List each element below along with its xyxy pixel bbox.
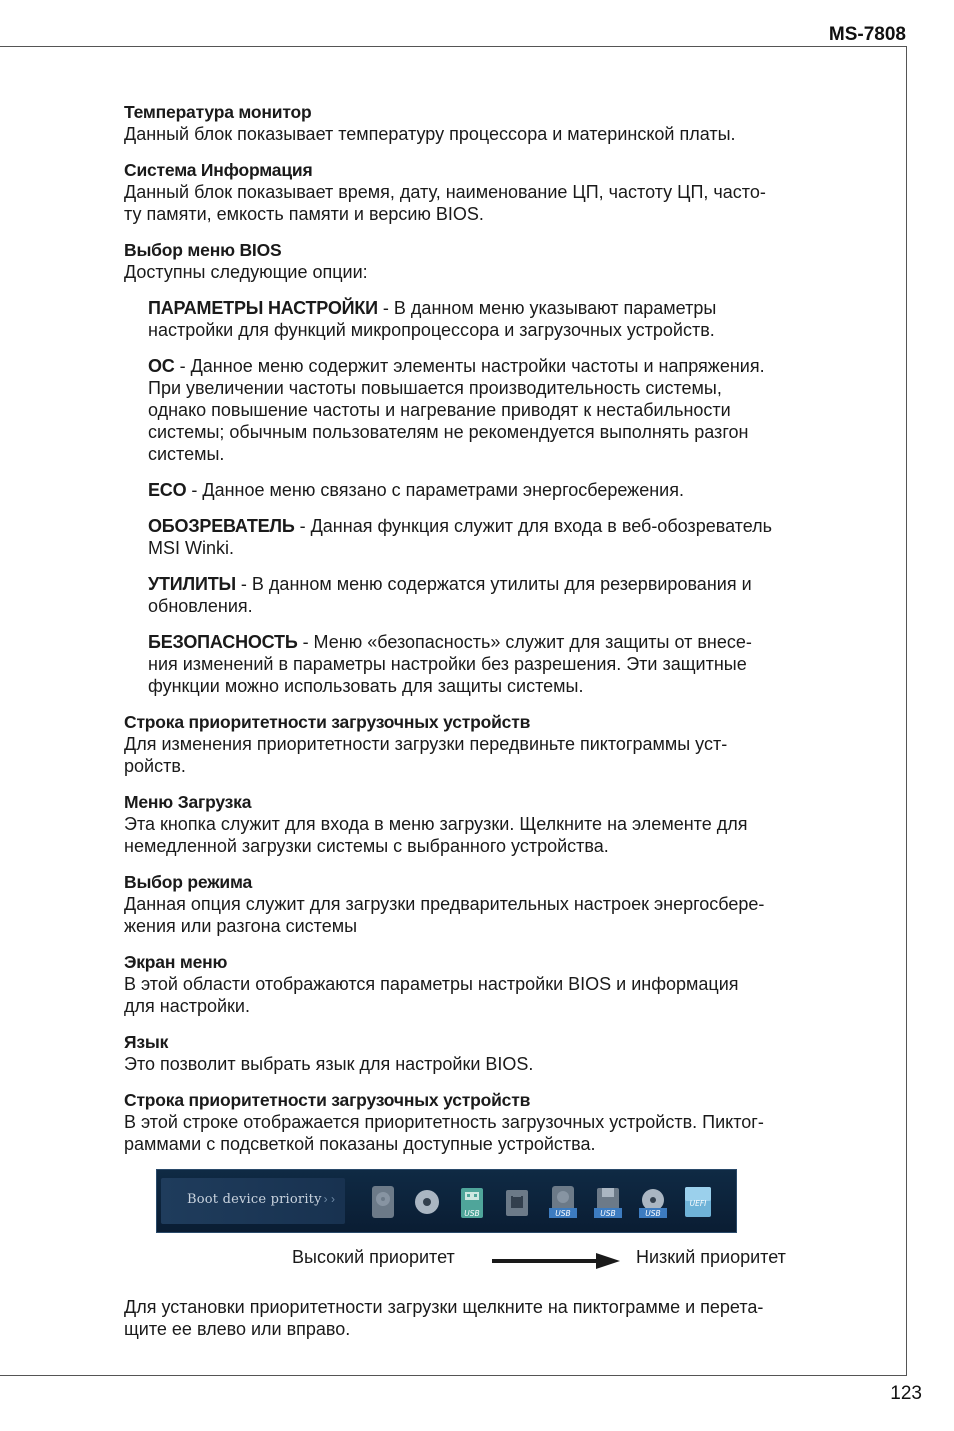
text-line: Данный блок показывает время, дату, наименование ЦП, частоту ЦП, часто-: [124, 182, 766, 202]
page-content: [124, 101, 864, 1169]
text-line: однако повышение частоты и нагревание приводят к нестабильности: [148, 400, 731, 420]
text-line: ту памяти, емкость памяти и версию BIOS.: [124, 204, 484, 224]
section: [124, 791, 864, 857]
section-heading: Экран меню: [124, 952, 228, 972]
text-line: системы; обычным пользователям не рекомендуется выполнять разгон: [148, 422, 749, 442]
model-label: MS-7808: [828, 24, 906, 45]
menu-option-description: [124, 631, 864, 697]
bottom-rule: [0, 1375, 907, 1376]
text-line: [148, 631, 864, 653]
section-heading: Строка приоритетности загрузочных устройств: [124, 712, 531, 732]
menu-option-description: [124, 297, 864, 341]
section: [124, 1089, 864, 1155]
boot-device-priority-bar[interactable]: [156, 1169, 737, 1233]
text-line: В этой области отображаются параметры настройки BIOS и информация: [124, 974, 739, 994]
device-badge-text: UEFI: [689, 1199, 707, 1208]
text-line: обновления.: [148, 596, 253, 616]
low-priority-label: Низкий приоритет: [636, 1247, 786, 1267]
menu-option-text: - Данная функция служит для входа в веб-обозреватель: [294, 516, 773, 536]
boot-priority-label: Boot device priority: [187, 1192, 322, 1207]
hdd-icon[interactable]: [369, 1184, 397, 1220]
text-line: немедленной загрузки системы с выбранного устройства.: [124, 836, 609, 856]
text-line: функции можно использовать для защиты системы.: [148, 676, 584, 696]
text-line: для настройки.: [124, 996, 250, 1016]
text-line: раммами с подсветкой показаны доступные устройства.: [124, 1134, 596, 1154]
text-line: щите ее влево или вправо.: [124, 1319, 351, 1339]
menu-option-name: ПАРАМЕТРЫ НАСТРОЙКИ: [148, 298, 378, 318]
text-line: Это позволит выбрать язык для настройки BIOS.: [124, 1054, 534, 1074]
section-heading: Выбор меню BIOS: [124, 240, 282, 260]
usb-optical-icon[interactable]: [639, 1184, 667, 1220]
text-line: ройств.: [124, 756, 186, 776]
menu-option-text: - В данном меню указывают параметры: [377, 298, 717, 318]
text-line: жения или разгона системы: [124, 916, 358, 936]
usb-floppy-icon[interactable]: [594, 1184, 622, 1220]
device-badge-text: USB: [600, 1209, 616, 1218]
menu-option-description: [124, 355, 864, 465]
right-rule: [906, 46, 907, 1376]
menu-option-description: [124, 573, 864, 617]
uefi-icon[interactable]: [684, 1184, 712, 1220]
menu-option-name: БЕЗОПАСНОСТЬ: [148, 632, 298, 652]
top-rule: [0, 46, 907, 47]
text-line: [148, 355, 864, 377]
text-line: [148, 297, 864, 319]
text-line: Данный блок показывает температуру процессора и материнской платы.: [124, 124, 736, 144]
text-line: настройки для функций микропроцессора и загрузочных устройств.: [148, 320, 715, 340]
section: [124, 711, 864, 777]
text-line: Эта кнопка служит для входа в меню загрузки. Щелкните на элементе для: [124, 814, 748, 834]
section: [124, 159, 864, 225]
boot-priority-label-panel: [161, 1178, 345, 1224]
section: [124, 951, 864, 1017]
priority-arrow-icon: [492, 1251, 620, 1271]
section-heading: Температура монитор: [124, 102, 312, 122]
text-line: системы.: [148, 444, 225, 464]
menu-option-text: - В данном меню содержатся утилиты для резервирования и: [235, 574, 752, 594]
menu-option-description: [124, 515, 864, 559]
closing-paragraph: [124, 1296, 864, 1340]
chevrons-icon: › ›: [323, 1192, 335, 1206]
text-line: Для установки приоритетности загрузки щелкните на пиктограмме и перета-: [124, 1297, 764, 1317]
high-priority-label: Высокий приоритет: [292, 1247, 455, 1267]
section-heading: Строка приоритетности загрузочных устройств: [124, 1090, 531, 1110]
section: [124, 239, 864, 283]
section: [124, 1031, 864, 1075]
menu-option-name: ECO: [148, 480, 187, 500]
device-badge-text: USB: [464, 1209, 480, 1218]
menu-option-text: - Данное меню содержит элементы настройки частоты и напряжения.: [174, 356, 765, 376]
section-heading: Система Информация: [124, 160, 313, 180]
text-line: При увеличении частоты повышается производительность системы,: [148, 378, 722, 398]
text-line: Доступны следующие опции:: [124, 262, 368, 282]
text-line: ния изменений в параметры настройки без разрешения. Эти защитные: [148, 654, 747, 674]
menu-option-name: УТИЛИТЫ: [148, 574, 236, 594]
section: [124, 871, 864, 937]
menu-option-description: [124, 479, 864, 501]
page-number: 123: [890, 1383, 922, 1404]
menu-option-text: - Меню «безопасность» служит для защиты от внесе-: [297, 632, 752, 652]
section-heading: Язык: [124, 1032, 169, 1052]
text-line: [148, 515, 864, 537]
text-line: [148, 573, 864, 595]
menu-option-name: OC: [148, 356, 175, 376]
menu-option-text: - Данное меню связано с параметрами энергосбережения.: [186, 480, 684, 500]
text-line: В этой строке отображается приоритетность загрузочных устройств. Пиктог-: [124, 1112, 764, 1132]
section: [124, 101, 864, 145]
text-line: Данная опция служит для загрузки предварительных настроек энергосбере-: [124, 894, 765, 914]
usb-key-icon[interactable]: [458, 1184, 486, 1220]
device-badge-text: USB: [645, 1209, 661, 1218]
usb-hdd-icon[interactable]: [549, 1184, 577, 1220]
network-icon[interactable]: [503, 1184, 531, 1220]
section-heading: Меню Загрузка: [124, 792, 252, 812]
optical-disc-icon[interactable]: [413, 1184, 441, 1220]
text-line: [148, 479, 864, 501]
device-badge-text: USB: [555, 1209, 571, 1218]
text-line: Для изменения приоритетности загрузки передвиньте пиктограммы уст-: [124, 734, 728, 754]
section-heading: Выбор режима: [124, 872, 253, 892]
menu-option-name: ОБОЗРЕВАТЕЛЬ: [148, 516, 295, 536]
text-line: MSI Winki.: [148, 538, 235, 558]
